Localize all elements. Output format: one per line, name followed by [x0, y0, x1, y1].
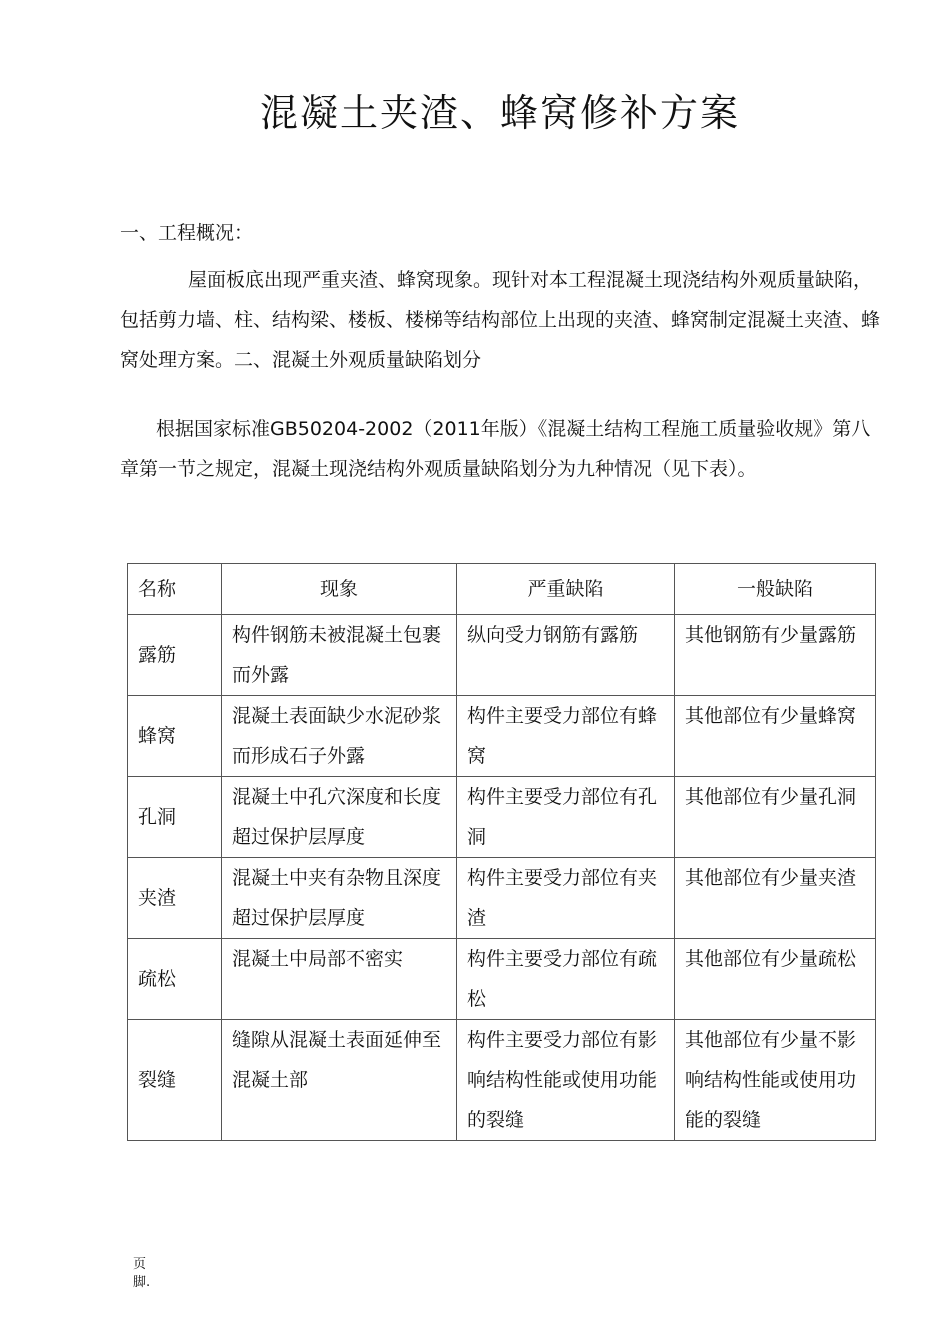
header-phenomenon: 现象: [222, 564, 457, 615]
defect-severe: 构件主要受力部位有疏松: [457, 939, 675, 1020]
footer-line-2: 脚.: [133, 1275, 151, 1290]
header-general-defect: 一般缺陷: [675, 564, 876, 615]
defect-severe: 构件主要受力部位有影响结构性能或使用功能的裂缝: [457, 1020, 675, 1141]
defect-general: 其他钢筋有少量露筋: [675, 615, 876, 696]
defect-general: 其他部位有少量不影响结构性能或使用功能的裂缝: [675, 1020, 876, 1141]
table-row: [128, 615, 876, 696]
section-heading: 一、工程概况：: [120, 222, 254, 244]
footer-line-1: 页: [133, 1257, 147, 1272]
header-severe-defect: 严重缺陷: [457, 564, 675, 615]
defect-name: 孔洞: [128, 777, 222, 858]
table-row: [128, 939, 876, 1020]
defect-severe: 纵向受力钢筋有露筋: [457, 615, 675, 696]
defects-table: [127, 563, 876, 1141]
defect-severe: 构件主要受力部位有孔洞: [457, 777, 675, 858]
defect-name: 裂缝: [128, 1020, 222, 1141]
defect-general: 其他部位有少量孔洞: [675, 777, 876, 858]
paragraph-overview: 屋面板底出现严重夹渣、蜂窝现象。现针对本工程混凝土现浇结构外观质量缺陷，包括剪力墙、柱、结构梁、楼板、楼梯等结构部位上出现的夹渣、蜂窝制定混凝土夹渣、蜂窝处理方案。二、混凝土外观质量缺陷划分: [120, 269, 881, 371]
table-row: [128, 1020, 876, 1141]
table-row: [128, 696, 876, 777]
page-title: 混凝土夹渣、蜂窝修补方案: [259, 91, 740, 135]
header-name: 名称: [128, 564, 222, 615]
defect-phenomenon: 混凝土中孔穴深度和长度超过保护层厚度: [222, 777, 457, 858]
defect-name: 疏松: [128, 939, 222, 1020]
defect-severe: 构件主要受力部位有蜂窝: [457, 696, 675, 777]
table-header-row: [128, 564, 876, 615]
page-footer: [133, 1256, 150, 1292]
defect-phenomenon: 混凝土表面缺少水泥砂浆而形成石子外露: [222, 696, 457, 777]
defect-severe: 构件主要受力部位有夹渣: [457, 858, 675, 939]
defect-phenomenon: 缝隙从混凝土表面延伸至混凝土部: [222, 1020, 457, 1141]
defect-name: 夹渣: [128, 858, 222, 939]
defect-name: 露筋: [128, 615, 222, 696]
defect-general: 其他部位有少量夹渣: [675, 858, 876, 939]
defect-phenomenon: 构件钢筋未被混凝土包裹而外露: [222, 615, 457, 696]
table-row: [128, 858, 876, 939]
defect-phenomenon: 混凝土中局部不密实: [222, 939, 457, 1020]
defect-general: 其他部位有少量疏松: [675, 939, 876, 1020]
defect-name: 蜂窝: [128, 696, 222, 777]
table-row: [128, 777, 876, 858]
defect-general: 其他部位有少量蜂窝: [675, 696, 876, 777]
paragraph-standard: 根据国家标准GB50204-2002（2011年版）《混凝土结构工程施工质量验收规》第八章第一节之规定，混凝土现浇结构外观质量缺陷划分为九种情况（见下表）。: [120, 418, 871, 480]
defect-phenomenon: 混凝土中夹有杂物且深度超过保护层厚度: [222, 858, 457, 939]
